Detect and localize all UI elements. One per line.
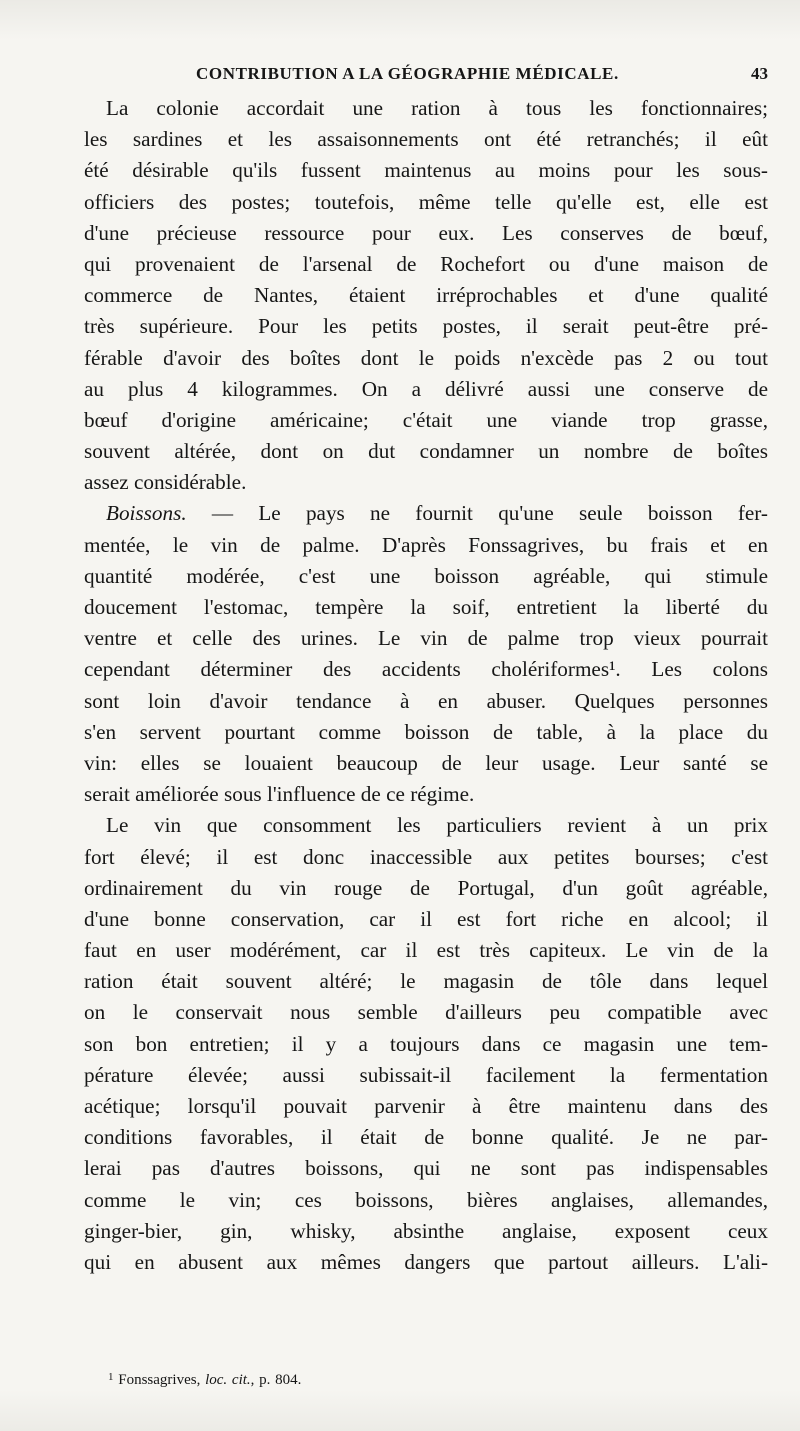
text-line: officiers des postes; toutefois, même telle qu'elle est, elle est	[84, 189, 768, 214]
text-line: son bon entretien; il y a toujours dans ce magasin une tem-	[84, 1031, 768, 1056]
text-line: les sardines et les assaisonnements ont été retranchés; il eût	[84, 127, 768, 152]
text-line: sont loin d'avoir tendance à en abuser. Quelques personnes	[84, 688, 768, 713]
text-line: comme le vin; ces boissons, bières anglaises, allemandes,	[84, 1187, 768, 1212]
text-line: pérature élevée; aussi subissait-il facilement la fermentation	[84, 1062, 768, 1087]
footnote-marker: 1	[108, 1371, 114, 1383]
page-number: 43	[751, 64, 768, 83]
text-line: serait améliorée sous l'influence de ce régime.	[84, 782, 475, 807]
text-line: quantité modérée, c'est une boisson agréable, qui stimule	[84, 563, 768, 588]
text-line: Le vin que consomment les particuliers revient à un prix	[106, 813, 768, 838]
text-line: commerce de Nantes, étaient irréprochables et d'une qualité	[84, 283, 768, 308]
text-line: qui en abusent aux mêmes dangers que partout ailleurs. L'ali-	[84, 1249, 768, 1274]
text-line: ration était souvent altéré; le magasin de tôle dans lequel	[84, 969, 768, 994]
text-line: doucement l'estomac, tempère la soif, entretient la liberté du	[84, 595, 768, 619]
body-text	[84, 93, 768, 1278]
footnote-citation: loc. cit.	[205, 1372, 251, 1388]
text-line: bœuf d'origine américaine; c'était une viande trop grasse,	[84, 407, 768, 432]
text-line: ginger-bier, gin, whisky, absinthe anglaise, exposent ceux	[84, 1218, 768, 1243]
text-line: fort élevé; il est donc inaccessible aux petites bourses; c'est	[84, 844, 768, 869]
text-line: vin: elles se louaient beaucoup de leur usage. Leur santé se	[84, 750, 768, 775]
text-line: été désirable qu'ils fussent maintenus au moins pour les sous-	[84, 158, 768, 183]
text-line: La colonie accordait une ration à tous les fonctionnaires;	[106, 96, 768, 120]
text-line: conditions favorables, il était de bonne qualité. Je ne par-	[84, 1125, 768, 1150]
text-line: ventre et celle des urines. Le vin de palme trop vieux pourrait	[84, 626, 768, 651]
text-line: férable d'avoir des boîtes dont le poids n'excède pas 2 ou tout	[84, 345, 768, 370]
text-line: Boissons. — Le pays ne fournit qu'une seule boisson fer-	[106, 501, 768, 526]
text-line: lerai pas d'autres boissons, qui ne sont pas indispensables	[84, 1156, 768, 1181]
text-line: faut en user modérément, car il est très capiteux. Le vin de la	[84, 938, 768, 963]
text-line: très supérieure. Pour les petits postes, il serait peut-être pré-	[84, 314, 768, 339]
text-line: cependant déterminer des accidents cholériformes¹. Les colons	[84, 657, 768, 682]
running-head-title: CONTRIBUTION A LA GÉOGRAPHIE MÉDICALE.	[196, 64, 619, 83]
text-line: assez considérable.	[84, 470, 247, 495]
text-line: qui provenaient de l'arsenal de Rochefort ou d'une maison de	[84, 251, 768, 276]
text-line: souvent altérée, dont on dut condamner un nombre de boîtes	[84, 439, 768, 464]
text-line: au plus 4 kilogrammes. On a délivré aussi une conserve de	[84, 376, 768, 401]
text-line: ordinairement du vin rouge de Portugal, d'un goût agréable,	[84, 875, 768, 900]
text-line: d'une précieuse ressource pour eux. Les conserves de bœuf,	[84, 220, 768, 245]
text-line: s'en servent pourtant comme boisson de table, à la place du	[84, 719, 768, 744]
text-line: mentée, le vin de palme. D'après Fonssagrives, bu frais et en	[84, 532, 768, 557]
text-line: d'une bonne conservation, car il est fort riche en alcool; il	[84, 906, 768, 931]
footnote-text: Fonssagrives, loc. cit., p. 804.	[118, 1372, 302, 1388]
section-heading: Boissons.	[106, 501, 187, 526]
page-header	[84, 64, 768, 90]
text-line: on le conservait nous semble d'ailleurs peu compatible avec	[84, 1000, 768, 1025]
text-line: acétique; lorsqu'il pouvait parvenir à être maintenu dans des	[84, 1094, 768, 1118]
footnote	[108, 1371, 301, 1389]
